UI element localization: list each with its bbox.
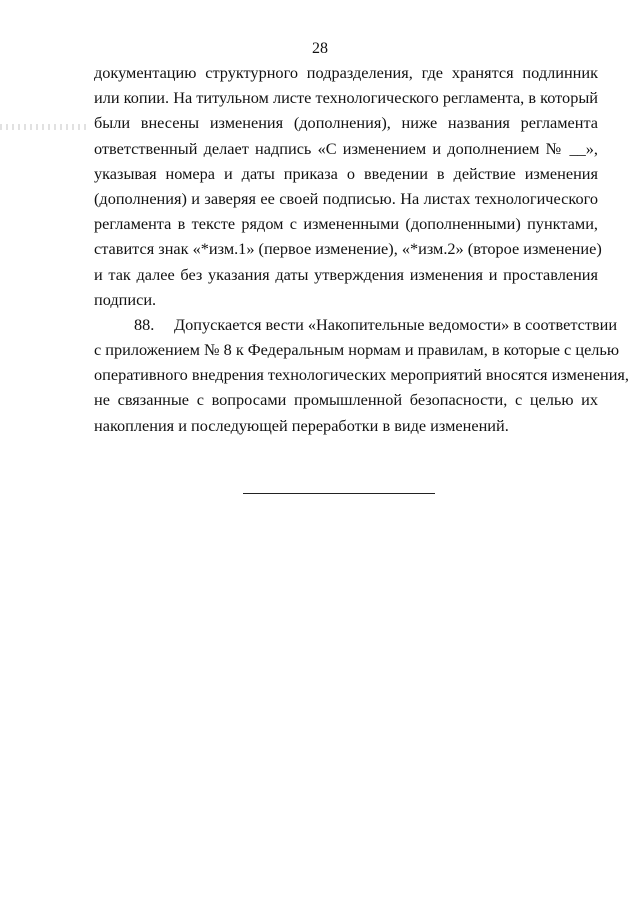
body-text xyxy=(94,60,629,438)
text-line: указывая номера и даты приказа о введении в действие изменения xyxy=(94,163,598,183)
text-line: с приложением № 8 к Федеральным нормам и правилам, в которые с целью xyxy=(94,340,620,360)
text-line: документацию структурного подразделения, где хранятся подлинник xyxy=(94,63,598,82)
page-number: 28 xyxy=(312,40,328,57)
text-line: ответственный делает надпись «С изменением и дополнением № __», xyxy=(94,138,598,158)
text-line: Допускается вести «Накопительные ведомости» в соответствии xyxy=(174,314,618,334)
text-line: ставится знак «*изм.1» (первое изменение), «*изм.2» (второе изменение) xyxy=(94,239,602,259)
text-line: не связанные с вопросами промышленной безопасности, с целью их xyxy=(94,390,598,410)
text-line: регламента в тексте рядом с измененными (дополненными) пунктами, xyxy=(94,214,598,234)
text-line: или копии. На титульном листе технологического регламента, в который xyxy=(94,88,598,108)
paragraph-88 xyxy=(94,312,629,438)
paragraph-continuation xyxy=(94,60,602,312)
paragraph-number: 88. xyxy=(134,314,155,334)
paragraph-first-line xyxy=(94,312,618,337)
text-line: оперативного внедрения технологических мероприятий вносятся изменения, xyxy=(94,365,629,385)
end-of-document-rule xyxy=(243,493,435,494)
scan-artifact-mark xyxy=(0,124,86,130)
text-line: подписи. xyxy=(94,289,157,309)
text-line: и так далее без указания даты утверждения изменения и проставления xyxy=(94,264,598,284)
text-line: (дополнения) и заверяя ее своей подписью. На листах технологического xyxy=(94,188,598,208)
text-line: были внесены изменения (дополнения), ниже названия регламента xyxy=(94,113,598,133)
text-line: накопления и последующей переработки в виде изменений. xyxy=(94,415,509,435)
